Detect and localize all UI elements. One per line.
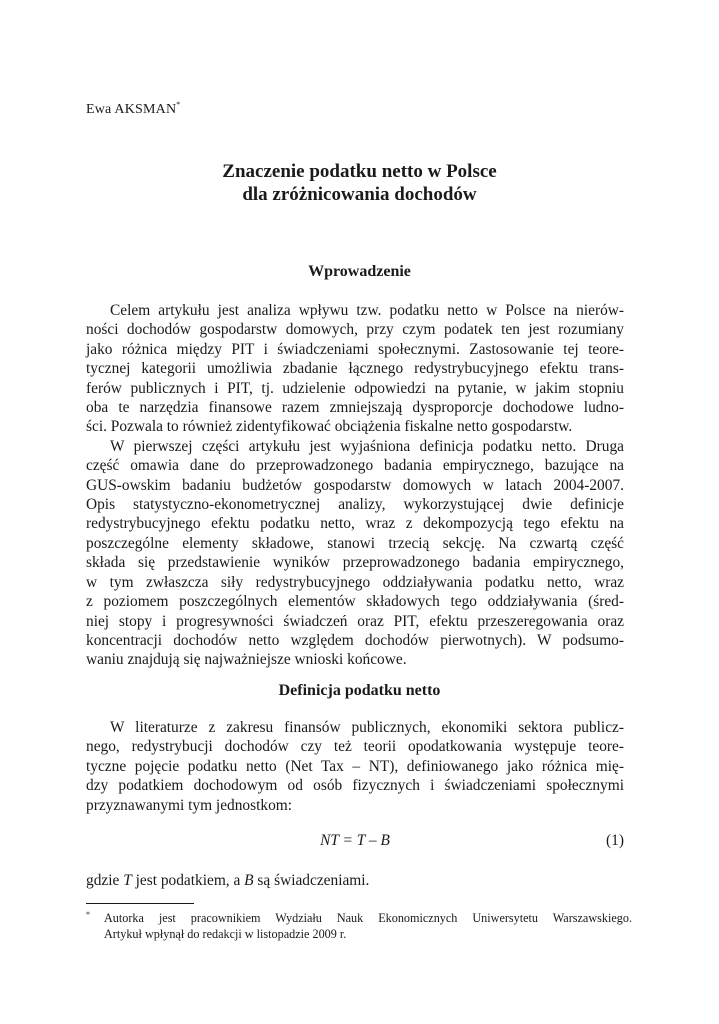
text-line: W literaturze z zakresu finansów publicznych, ekonomiki sektora publicz- (110, 719, 624, 736)
explanation-prefix: gdzie (86, 872, 124, 889)
text-line: redystrybucyjnego efektu podatku netto, wraz z dekompozycją tego efektu na (86, 515, 624, 533)
variable-b: B (244, 872, 254, 889)
explanation-suffix: są świadczeniami. (253, 872, 370, 889)
text-line: poszczególne elementy składowe, stanowi trzecią sekcję. Na czwartą część (86, 534, 624, 552)
text-line: tyczne pojęcie podatku netto (Net Tax – NT), definiowanego jako różnica mię- (86, 757, 624, 775)
author-name: Ewa AKSMAN (86, 102, 177, 117)
text-line: oba te narzędzia finansowe razem zmniejszają dysproporcje dochodowe ludno- (86, 399, 624, 417)
text-line: ści. Pozwala to również zidentyfikować obciążenia fiskalne netto gospodarstw. (86, 418, 573, 436)
variable-t: T (123, 872, 132, 889)
text-line: niej stopy i progresywności świadczeń oraz PIT, efektu przeszeregowania oraz (86, 612, 624, 630)
introduction-body (86, 301, 624, 670)
definition-body (86, 718, 624, 815)
text-line: W pierwszej części artykułu jest wyjaśniona definicja podatku netto. Druga (110, 437, 624, 455)
author-line (86, 100, 180, 118)
text-line: nego, redystrybucji dochodów czy też teorii opodatkowania występuje teore- (86, 738, 624, 756)
footnote-mark: * (86, 910, 90, 919)
equation-formula: NT = T – B (320, 832, 390, 849)
text-line: składa się przedstawienie wyników przeprowadzonego badania empirycznego, (86, 554, 624, 572)
author-footnote-mark: * (176, 100, 181, 109)
footnote (86, 910, 632, 942)
text-line: waniu znajdują się najważniejsze wnioski końcowe. (86, 651, 407, 669)
text-line: w tym zwłaszcza siły redystrybucyjnego oddziaływania podatku netto, wraz (86, 573, 624, 591)
title-line-1: Znaczenie podatku netto w Polsce (222, 161, 497, 182)
text-line: z poziomem poszczególnych elementów składowych tego oddziaływania (śred- (86, 593, 624, 611)
text-line: ferów publicznych i PIT, tj. udzielenie odpowiedzi na pytanie, w jakim stopniu (86, 379, 624, 397)
text-line: GUS-owskim badaniu budżetów gospodarstw domowych w latach 2004-2007. (86, 476, 624, 494)
title-line-2: dla zróżnicowania dochodów (242, 184, 477, 205)
text-line: dzy podatkiem dochodowym od osób fizycznych i świadczeniami społecznymi (86, 777, 624, 795)
text-line: przyznawanymi tym jednostkom: (86, 796, 293, 814)
equation-number: (1) (606, 832, 624, 849)
text-line: część omawia dane do przeprowadzonego badania empirycznego, bazujące na (86, 457, 624, 475)
equation-explanation (86, 872, 369, 890)
footnote-divider (86, 903, 194, 904)
section-heading-introduction: Wprowadzenie (308, 263, 411, 280)
article-title (0, 160, 719, 206)
section-heading-definition: Definicja podatku netto (278, 682, 441, 699)
text-line: Opis statystyczno-ekonometrycznej analizy, wykorzystującej dwie definicje (86, 496, 624, 514)
text-line: jako różnica między PIT i świadczeniami społecznymi. Zastosowanie tej teore- (86, 340, 624, 358)
text-line: koncentracji dochodów netto względem dochodów pierwotnych). W podsumo- (86, 631, 624, 649)
text-line: tycznej kategorii umożliwia zbadanie łącznego redystrybucyjnego efektu trans- (86, 360, 624, 378)
explanation-mid: jest podatkiem, a (131, 872, 245, 889)
text-line: Celem artykułu jest analiza wpływu tzw. podatku netto w Polsce na nierów- (110, 302, 624, 319)
footnote-line: Autorka jest pracownikiem Wydziału Nauk Ekonomicznych Uniwersytetu Warszawskiego. (104, 911, 632, 925)
footnote-line: Artykuł wpłynął do redakcji w listopadzie 2009 r. (104, 927, 347, 941)
text-line: ności dochodów gospodarstw domowych, przy czym podatek ten jest rozumiany (86, 321, 624, 339)
